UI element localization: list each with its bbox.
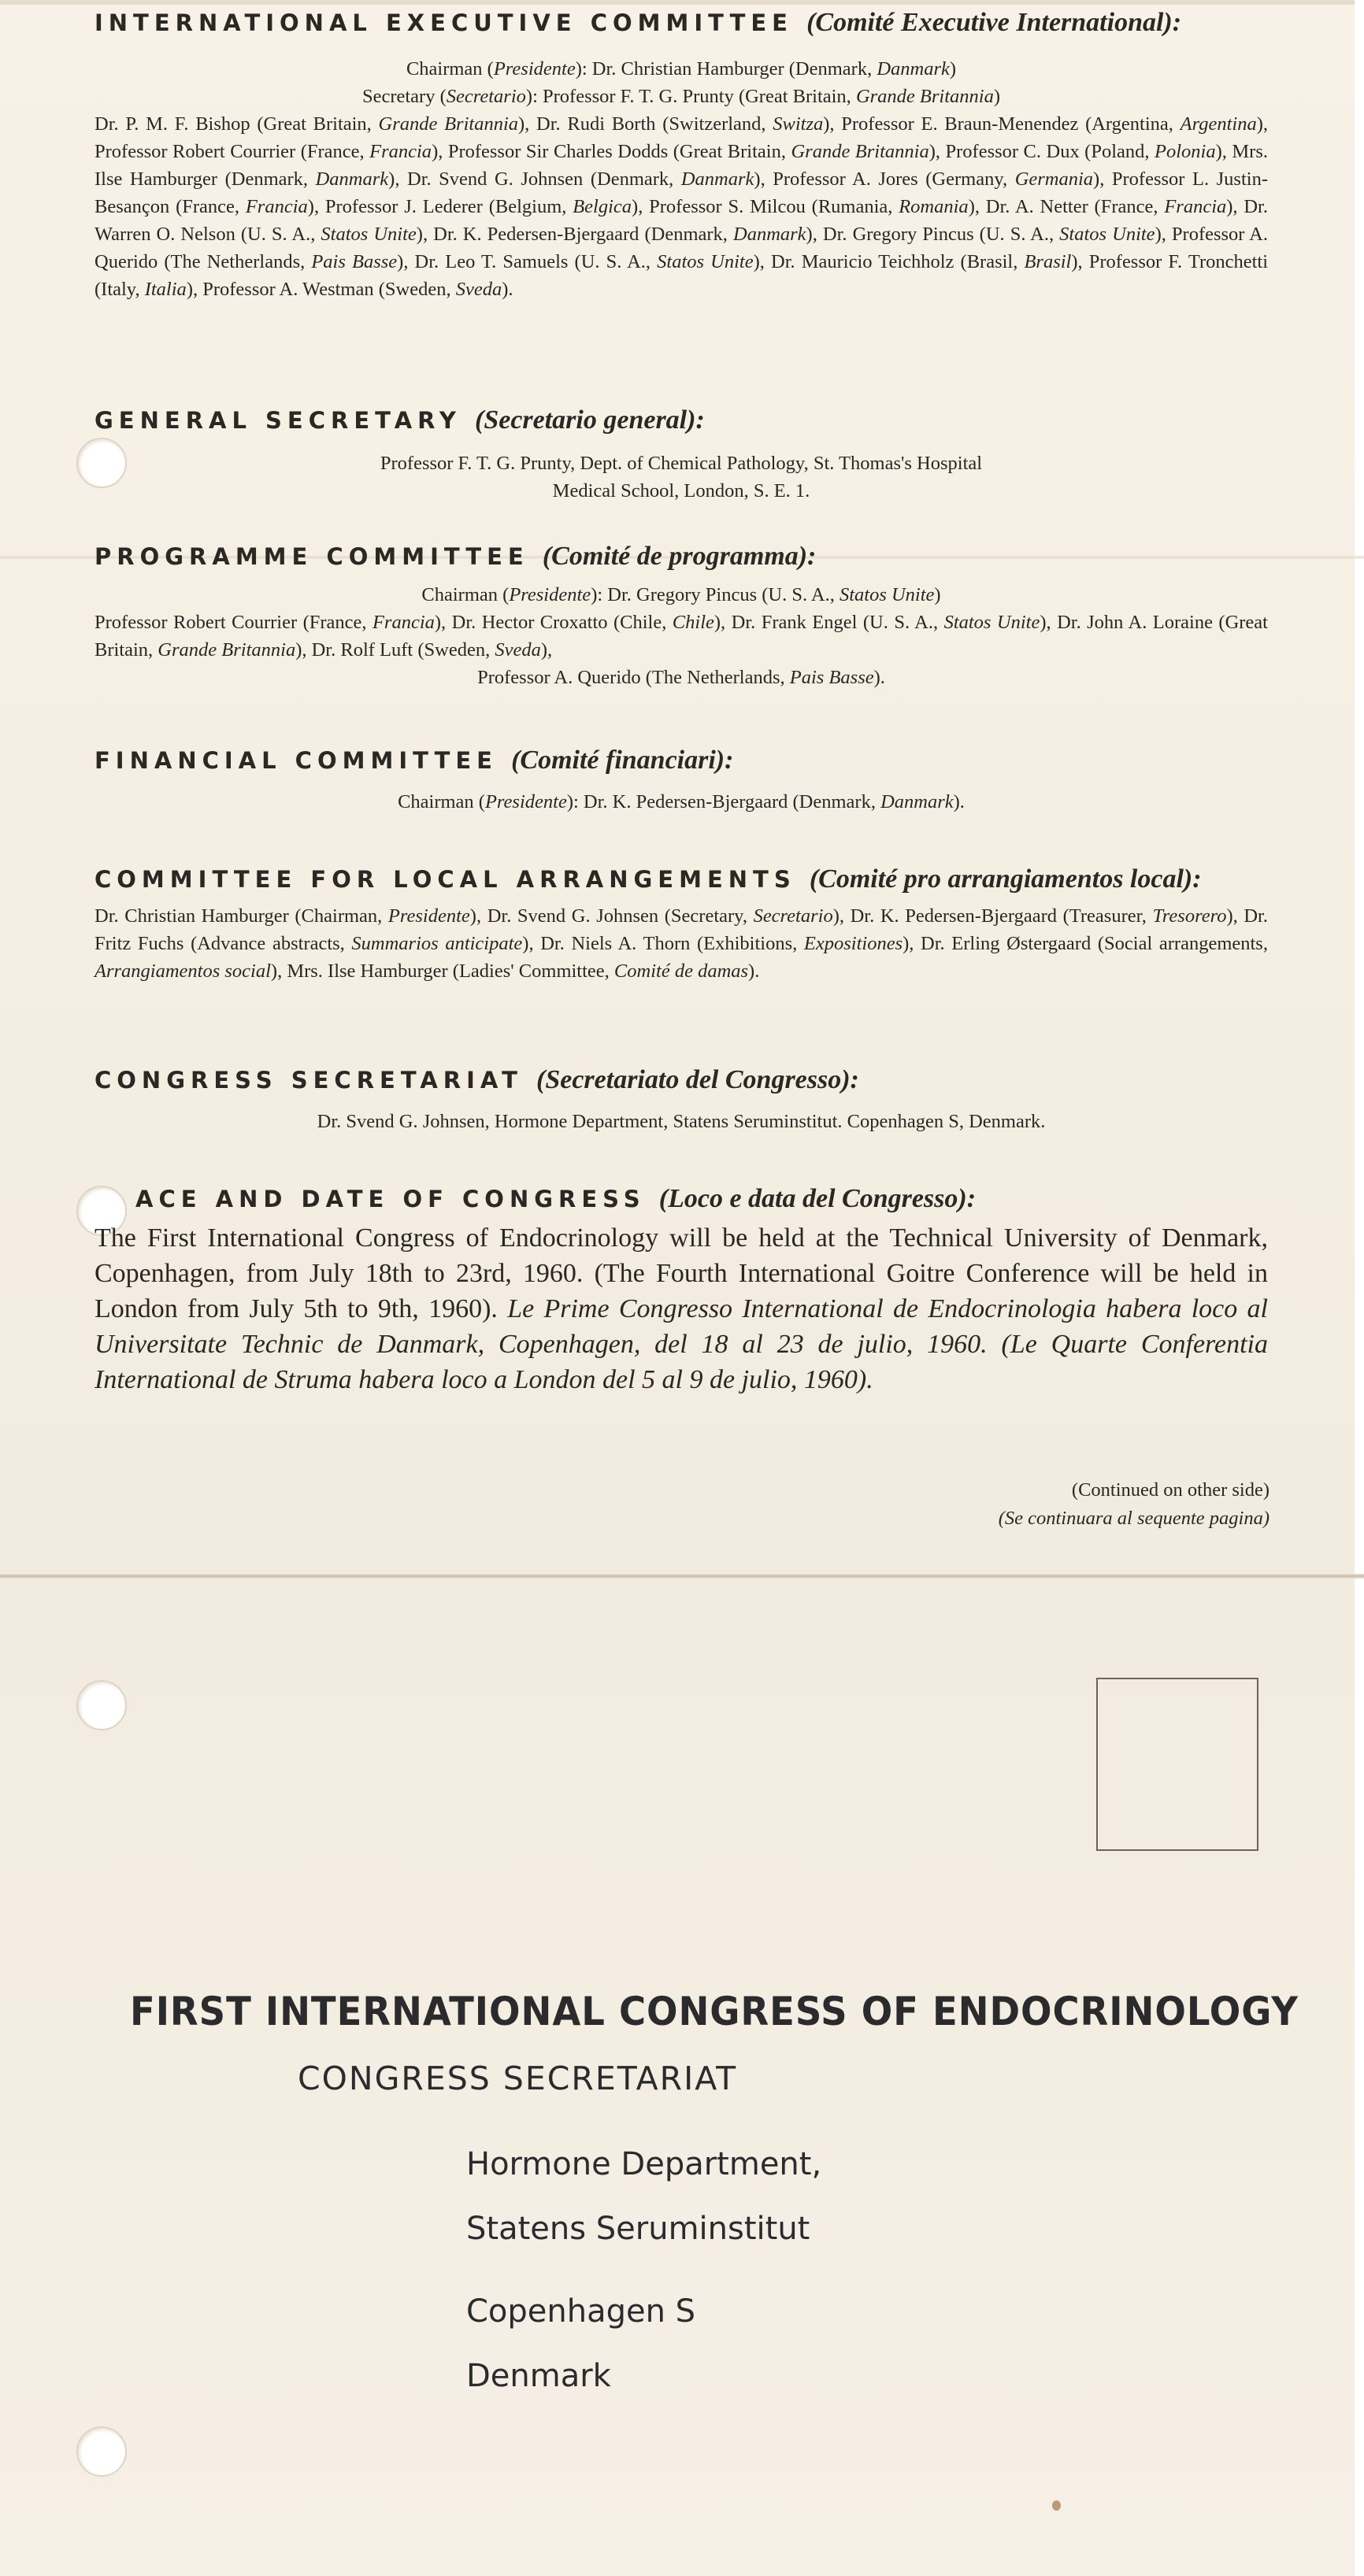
text-run: Dr. P. M. F. Bishop (Great Britain,	[95, 113, 379, 135]
section-heading: CONGRESS SECRETARIAT (Secretariato del Congresso):	[95, 1065, 859, 1094]
chairman-line	[95, 55, 1268, 83]
address-line-3: Copenhagen S	[466, 2293, 696, 2330]
text-run: ), Mrs. Ilse Hamburger (Denmark,	[95, 141, 1268, 190]
text-run: ), Professor S. Milcou (Rumania,	[632, 196, 899, 217]
text-run: ), Dr. Svend G. Johnsen (Secretary,	[469, 905, 754, 927]
latin-term: Francia	[1164, 196, 1227, 217]
latin-term: Danmark	[877, 58, 950, 80]
financial-committee-section	[95, 746, 1268, 816]
text-run: ), Professor C. Dux (Poland,	[928, 141, 1155, 162]
executive-officers	[95, 55, 1268, 110]
section-heading: GENERAL SECRETARY (Secretario general):	[95, 405, 705, 435]
continued-note: (Continued on other side) (Se continuara al sequente pagina)	[998, 1479, 1269, 1529]
text-run: ), Professor J. Lederer (Belgium,	[307, 196, 573, 217]
address-line-2: Statens Seruminstitut	[466, 2211, 810, 2247]
latin-term: Danmark	[880, 791, 954, 812]
text-run: ): Dr. Christian Hamburger (Denmark,	[575, 58, 877, 80]
paper-right-edge	[1355, 0, 1364, 2576]
section-heading: FINANCIAL COMMITTEE (Comité financiari):	[95, 746, 734, 775]
secretariat-address: Dr. Svend G. Johnsen, Hormone Department, Statens Seruminstitut. Copenhagen S, Denmark.	[317, 1111, 1046, 1132]
address-subtitle: CONGRESS SECRETARIAT	[298, 2060, 738, 2097]
text-run: ), Dr. Fritz Fuchs (Advance abstracts,	[95, 905, 1268, 954]
latin-term: Statos Unite	[839, 584, 935, 605]
secretary-line	[95, 83, 1268, 110]
text-run: ), Dr. A. Netter (France,	[968, 196, 1165, 217]
text-run: ), Professor A. Westman (Sweden,	[186, 279, 456, 300]
latin-term: Comité de damas	[613, 960, 749, 982]
latin-term: Statos Unite	[1059, 224, 1155, 245]
programme-last-member	[95, 664, 1268, 691]
text-run: Chairman (	[421, 584, 510, 605]
latin-term: Argentina	[1180, 113, 1257, 135]
latin-term: Statos Unite	[943, 612, 1040, 633]
section-heading: ACE AND DATE OF CONGRESS (Loco e data del Congresso):	[135, 1184, 977, 1213]
section-heading: COMMITTEE FOR LOCAL ARRANGEMENTS (Comité pro arrangiamentos local):	[95, 864, 1202, 894]
text-run: ), Dr. Warren O. Nelson (U. S. A.,	[95, 196, 1268, 245]
latin-term: Grande Britannia	[791, 141, 929, 162]
address-line-1: Hormone Department,	[466, 2146, 822, 2182]
latin-term: Presidente	[387, 905, 470, 927]
text-run: Chairman (	[406, 58, 494, 80]
latin-term: Statos Unite	[321, 224, 417, 245]
text-run: ).	[502, 279, 513, 300]
address-line-4: Denmark	[466, 2358, 611, 2394]
executive-committee-section	[95, 8, 1268, 303]
latin-term: Pais Basse	[311, 251, 398, 272]
congress-title: FIRST INTERNATIONAL CONGRESS OF ENDOCRINOLOGY	[130, 1989, 1299, 2034]
text-run: Secretary (	[361, 86, 447, 107]
congress-secretariat-section	[95, 1065, 1268, 1135]
latin-term: Belgica	[573, 196, 632, 217]
latin-term: Romania	[899, 196, 969, 217]
text-run: Chairman (	[398, 791, 485, 812]
latin-term: Presidente	[484, 791, 567, 812]
latin-term: Chile	[672, 612, 714, 633]
latin-term: Grande Britannia	[855, 86, 994, 107]
text-run: ): Professor F. T. G. Prunty (Great Britain,	[525, 86, 856, 107]
paper-speck	[1052, 2500, 1061, 2511]
latin-term: Brasil	[1024, 251, 1072, 272]
text-run: ), Professor A. Jores (Germany,	[754, 168, 1015, 190]
place-date-section	[95, 1184, 1268, 1397]
latin-term: Polonia	[1155, 141, 1216, 162]
text-run: ), Dr. Erling Østergaard (Social arrangements,	[903, 933, 1268, 954]
general-secretary-address: Professor F. T. G. Prunty, Dept. of Chemical Pathology, St. Thomas's Hospital Medical School, London, S. E. 1.	[380, 453, 983, 502]
local-members	[95, 902, 1268, 985]
general-secretary-section	[95, 405, 1268, 505]
text-run: ), Professor F. Tronchetti (Italy,	[95, 251, 1269, 300]
text-run: ), Dr. Hector Croxatto (Chile,	[434, 612, 673, 633]
text-run: ), Professor L. Justin-Besançon (France,	[95, 168, 1268, 217]
executive-members	[95, 110, 1268, 303]
latin-term: Summarios anticipate	[351, 933, 523, 954]
paper-top-edge	[0, 0, 1364, 5]
text-run: ): Dr. Gregory Pincus (U. S. A.,	[591, 584, 840, 605]
latin-term: Secretario	[446, 86, 526, 107]
text-run: ), Dr. Frank Engel (U. S. A.,	[714, 612, 944, 633]
latin-term: Le Prime Congresso International de Endocrinologia habera loco al Universitate Technic de Danmark, Copenhagen, del 18 al 23 de julio, 1960. (Le Quarte Conferentia International de Struma habera loco a London del 5 al 9 de julio, 1960).	[95, 1294, 1268, 1394]
latin-term: Presidente	[493, 58, 576, 80]
latin-term: Switza	[773, 113, 824, 135]
text-run: ).	[748, 960, 760, 982]
text-run: ), Dr. Niels A. Thorn (Exhibitions,	[522, 933, 804, 954]
text-run: Professor Robert Courrier (France,	[95, 612, 373, 633]
latin-term: Germania	[1014, 168, 1094, 190]
section-heading: PROGRAMME COMMITTEE (Comité de programma):	[95, 542, 817, 571]
latin-term: Italia	[144, 279, 187, 300]
stamp-box	[1096, 1678, 1258, 1851]
text-run: Professor A. Querido (The Netherlands,	[477, 667, 790, 688]
text-run: )	[993, 86, 1001, 107]
latin-term: Expositiones	[803, 933, 903, 954]
text-run: ), Dr. Svend G. Johnsen (Denmark,	[388, 168, 681, 190]
latin-term: Statos Unite	[657, 251, 754, 272]
place-date-text	[95, 1220, 1268, 1397]
latin-term: Grande Britannia	[378, 113, 519, 135]
programme-members	[95, 609, 1268, 664]
programme-committee-section	[95, 542, 1268, 691]
text-run: ), Dr. K. Pedersen-Bjergaard (Treasurer,	[832, 905, 1153, 927]
text-run: ): Dr. K. Pedersen-Bjergaard (Denmark,	[566, 791, 881, 812]
latin-term: Tresorero	[1152, 905, 1227, 927]
text-run: )	[949, 58, 957, 80]
text-run: ).	[953, 791, 965, 812]
latin-term: Danmark	[315, 168, 389, 190]
text-run: Dr. Christian Hamburger (Chairman,	[95, 905, 388, 927]
text-run: ), Dr. Leo T. Samuels (U. S. A.,	[397, 251, 658, 272]
text-run: ), Dr. Mauricio Teichholz (Brasil,	[753, 251, 1025, 272]
latin-term: Danmark	[680, 168, 754, 190]
latin-term: Pais Basse	[789, 667, 874, 688]
text-run: ), Dr. Rolf Luft (Sweden,	[295, 639, 495, 661]
section-heading: INTERNATIONAL EXECUTIVE COMMITTEE (Comité Executive International):	[95, 8, 1182, 37]
text-run: ).	[873, 667, 885, 688]
text-run: ),	[540, 639, 553, 661]
programme-chair	[95, 581, 1268, 609]
latin-term: Francia	[372, 612, 435, 633]
punch-hole	[76, 1680, 127, 1730]
punch-hole	[76, 2426, 127, 2477]
text-run: ), Dr. K. Pedersen-Bjergaard (Denmark,	[416, 224, 733, 245]
text-run: ), Dr. Gregory Pincus (U. S. A.,	[806, 224, 1060, 245]
latin-term: Secretario	[753, 905, 833, 927]
text-run: )	[934, 584, 941, 605]
text-run: ), Professor Sir Charles Dodds (Great Britain,	[432, 141, 791, 162]
latin-term: Danmark	[733, 224, 806, 245]
text-run: ), Dr. John A. Loraine (Great Britain,	[95, 612, 1268, 661]
text-run: ), Professor Robert Courrier (France,	[95, 113, 1268, 162]
latin-term: Presidente	[509, 584, 591, 605]
latin-term: Francia	[369, 141, 432, 162]
text-run: ), Professor A. Querido (The Netherlands,	[95, 224, 1268, 272]
latin-term: Sveda	[495, 639, 541, 661]
text-run: ), Professor E. Braun-Menendez (Argentina,	[823, 113, 1181, 135]
financial-chair	[95, 788, 1268, 816]
text-run: The First International Congress of Endocrinology will be held at the Technical University of Denmark, Copenhagen, from July 18th to 23rd, 1960. (The Fourth International Goitre Conference will be held in London from July 5th to 9th, 1960).	[95, 1223, 1268, 1323]
latin-term: Grande Britannia	[158, 639, 296, 661]
local-arrangements-section	[95, 864, 1268, 985]
text-run: ), Mrs. Ilse Hamburger (Ladies' Committee,	[270, 960, 614, 982]
latin-term: Francia	[245, 196, 308, 217]
latin-term: Sveda	[455, 279, 502, 300]
latin-term: Arrangiamentos social	[95, 960, 271, 982]
perforation-fold	[0, 1574, 1364, 1579]
text-run: ), Dr. Rudi Borth (Switzerland,	[518, 113, 773, 135]
